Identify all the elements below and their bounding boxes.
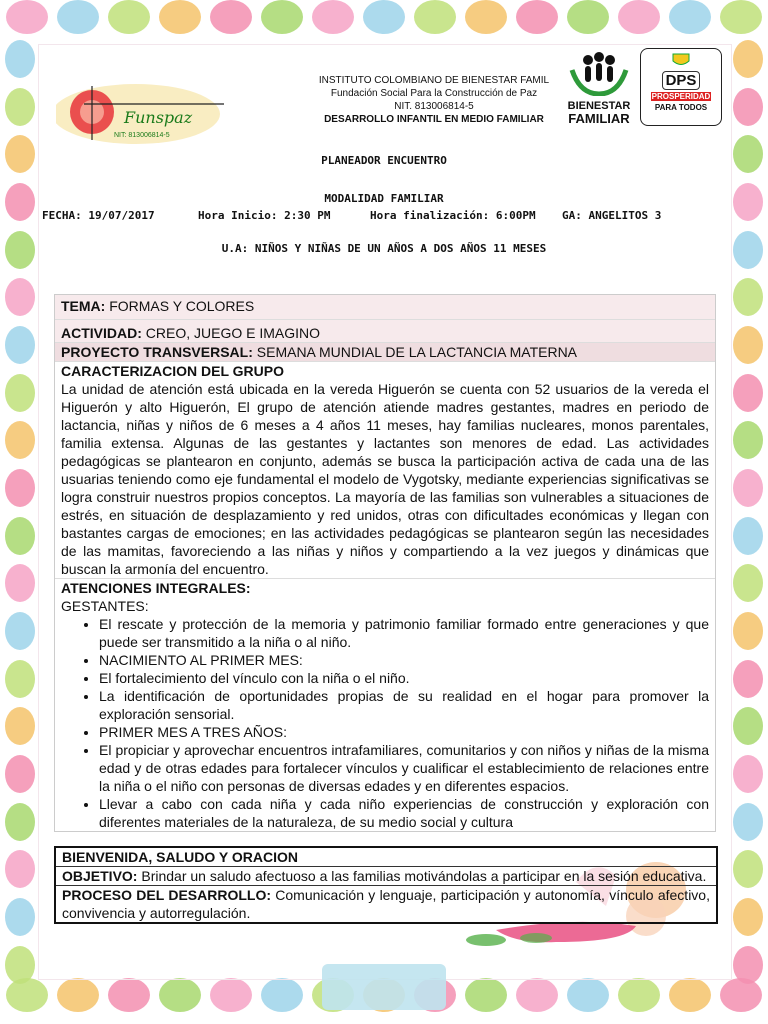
list-item: • La identificación de oportunidades propias de su realidad en el hogar para promover la exploración sensorial. (99, 687, 709, 723)
proyecto-row (55, 343, 715, 362)
border-bubble (108, 0, 150, 34)
border-bubble (363, 0, 405, 34)
proyecto-value: SEMANA MUNDIAL DE LA LACTANCIA MATERNA (252, 344, 578, 360)
border-bubble (57, 978, 99, 1012)
border-bubble (6, 0, 48, 34)
border-bubble (618, 978, 660, 1012)
border-bubble (5, 850, 35, 888)
border-bubble (5, 707, 35, 745)
proyecto-label: PROYECTO TRANSVERSAL: (61, 344, 253, 360)
border-bubble (210, 0, 252, 34)
funspaz-logo-text: Funspaz (124, 108, 193, 127)
border-bubble (5, 278, 35, 316)
decorative-border-right (728, 40, 768, 984)
main-table (54, 294, 716, 832)
tema-label: TEMA: (61, 298, 106, 314)
border-bubble (567, 978, 609, 1012)
border-bubble (516, 978, 558, 1012)
actividad-row (55, 320, 715, 343)
border-bubble (465, 978, 507, 1012)
actividad-value: CREO, JUEGO E IMAGINO (141, 325, 321, 341)
border-bubble (5, 564, 35, 602)
border-bubble (5, 326, 35, 364)
border-bubble (5, 803, 35, 841)
border-bubble (5, 517, 35, 555)
funspaz-logo (56, 82, 226, 152)
border-bubble (733, 40, 763, 78)
border-bubble (733, 803, 763, 841)
border-bubble (5, 898, 35, 936)
border-bubble (733, 946, 763, 984)
unidad-atencion-title: U.A: NIÑOS Y NIÑAS DE UN AÑOS A DOS AÑOS 11 MESES (221, 242, 547, 255)
gestantes-label: GESTANTES: (61, 598, 149, 614)
tema-value: FORMAS Y COLORES (105, 298, 255, 314)
objetivo-value: Brindar un saludo afectuoso a las familias motivándolas a participar en la sesión educativa. (137, 868, 707, 884)
caracterizacion-text: La unidad de atención está ubicada en la vereda Higuerón se cuenta con 52 usuarios de la vereda el Higuerón y alto Higuerón, El grupo de atención atiende madres gestantes, madres en periodo de lactancia, niñas y niños de 6 meses a 4 años 11 meses, hay familias nucleares, monos parentales, familia extensa. Algunas de las gestantes y lactantes son menores de edad. Las actividades pedagógicas se plantearon en conjunto, además se busca la participación activa de cada una de las usuarias teniendo como eje fundamental el modelo de Vygotsky, mediante experiencias significativas se logra construir nuestros propios conceptos. La mayoría de las familias son vulnerables a situaciones de estrés, en situación de desplazamiento y red unidos, otras con dificultades económicas y llegan con bastantes cargas de emociones; en las actividades pedagógicas se plantearon según las necesidades de las mamitas, favoreciendo a las niñas y niños y compartiendo a la vez juegos y dinámicas que buscan la armonía del encuentro. (61, 381, 709, 577)
border-bubble (733, 326, 763, 364)
border-bubble (57, 0, 99, 34)
prosperidad-line-2: PARA TODOS (654, 103, 708, 112)
bienestar-line-1: BIENESTAR (567, 100, 631, 112)
dps-text: DPS (662, 71, 701, 90)
border-bubble (733, 469, 763, 507)
border-bubble (5, 612, 35, 650)
proceso-row (56, 886, 716, 922)
border-bubble (733, 517, 763, 555)
border-bubble (733, 707, 763, 745)
bottom-decoration (322, 964, 446, 1010)
border-bubble (5, 755, 35, 793)
border-bubble (733, 278, 763, 316)
coat-of-arms-icon (671, 52, 691, 68)
decorative-border-top (0, 0, 768, 46)
border-bubble (261, 0, 303, 34)
modalidad-title: MODALIDAD FAMILIAR (324, 192, 444, 205)
funspaz-nit-text: NIT: 813006814-5 (114, 132, 170, 139)
tema-row (55, 295, 715, 320)
family-icon (566, 50, 632, 96)
objetivo-label: OBJETIVO: (62, 868, 138, 884)
list-item: • El propiciar y aprovechar encuentros intrafamiliares, comunitarios y con niños y niñas de la misma edad y de otras edades para fortalecer vínculos y cualificar el establecimiento de relaciones entre la niña o el niño con personas de diversas edades y en diferentes espacios. (99, 741, 709, 795)
border-bubble (733, 374, 763, 412)
bienestar-line-2: FAMILIAR (568, 111, 630, 126)
list-item: • El fortalecimiento del vínculo con la niña o el niño. (99, 669, 709, 687)
list-item: • NACIMIENTO AL PRIMER MES: (99, 651, 709, 669)
institute-line-1: INSTITUTO COLOMBIANO DE BIENESTAR FAMIL (318, 75, 550, 86)
dps-logo (640, 48, 722, 126)
border-bubble (669, 0, 711, 34)
border-bubble (5, 88, 35, 126)
list-item: • PRIMER MES A TRES AÑOS: (99, 723, 709, 741)
border-bubble (108, 978, 150, 1012)
list-item: • El rescate y protección de la memoria y patrimonio familiar formado entre generaciones y que puede ser transmitido a la niña o al niño. (99, 615, 709, 651)
proceso-label: PROCESO DEL DESARROLLO: (62, 887, 271, 903)
border-bubble (733, 850, 763, 888)
border-bubble (5, 946, 35, 984)
proceso-value: Comunicación y lenguaje, participación y autonomía, vínculo afectivo, convivencia y autorregulación. (62, 887, 710, 921)
border-bubble (159, 978, 201, 1012)
fecha: FECHA: 19/07/2017 (42, 209, 155, 222)
institute-line-2: Fundación Social Para la Construcción de Paz (330, 88, 538, 99)
border-bubble (733, 898, 763, 936)
atenciones-section (55, 579, 715, 831)
prosperidad-line-1: PROSPERIDAD (651, 92, 711, 101)
bottom-table (54, 846, 718, 924)
border-bubble (618, 0, 660, 34)
decorative-border-left (0, 40, 40, 984)
list-item: • Llevar a cabo con cada niña y cada niño experiencias de construcción y exploración con diferentes materiales de la naturaleza, de su medio social y cultura (99, 795, 709, 831)
border-bubble (733, 564, 763, 602)
border-bubble (5, 421, 35, 459)
border-bubble (5, 374, 35, 412)
border-bubble (733, 660, 763, 698)
objetivo-row (56, 867, 716, 886)
bienvenida-row: BIENVENIDA, SALUDO Y ORACION (56, 848, 716, 867)
border-bubble (414, 0, 456, 34)
border-bubble (516, 0, 558, 34)
planeador-title: PLANEADOR ENCUENTRO (321, 154, 447, 167)
border-bubble (733, 421, 763, 459)
border-bubble (567, 0, 609, 34)
border-bubble (5, 40, 35, 78)
border-bubble (733, 612, 763, 650)
hora-inicio: Hora Inicio: 2:30 PM (198, 209, 331, 222)
caracterizacion-section (55, 362, 715, 579)
border-bubble (465, 0, 507, 34)
hora-finalizacion: Hora finalización: 6:00PM (370, 209, 536, 222)
bienestar-familiar-logo (566, 50, 632, 124)
border-bubble (312, 0, 354, 34)
caracterizacion-title: CARACTERIZACION DEL GRUPO (61, 363, 284, 379)
grupo-atencion: GA: ANGELITOS 3 (562, 209, 662, 222)
border-bubble (159, 0, 201, 34)
border-bubble (210, 978, 252, 1012)
actividad-label: ACTIVIDAD: (61, 325, 142, 341)
border-bubble (669, 978, 711, 1012)
institute-line-3: NIT. 813006814-5 (394, 101, 474, 112)
institute-line-4: DESARROLLO INFANTIL EN MEDIO FAMILIAR (324, 114, 544, 125)
atenciones-title: ATENCIONES INTEGRALES: (61, 580, 251, 596)
atenciones-list (61, 615, 709, 831)
border-bubble (5, 469, 35, 507)
border-bubble (261, 978, 303, 1012)
institute-header (300, 74, 568, 126)
border-bubble (733, 88, 763, 126)
border-bubble (733, 755, 763, 793)
border-bubble (720, 0, 762, 34)
border-bubble (5, 660, 35, 698)
